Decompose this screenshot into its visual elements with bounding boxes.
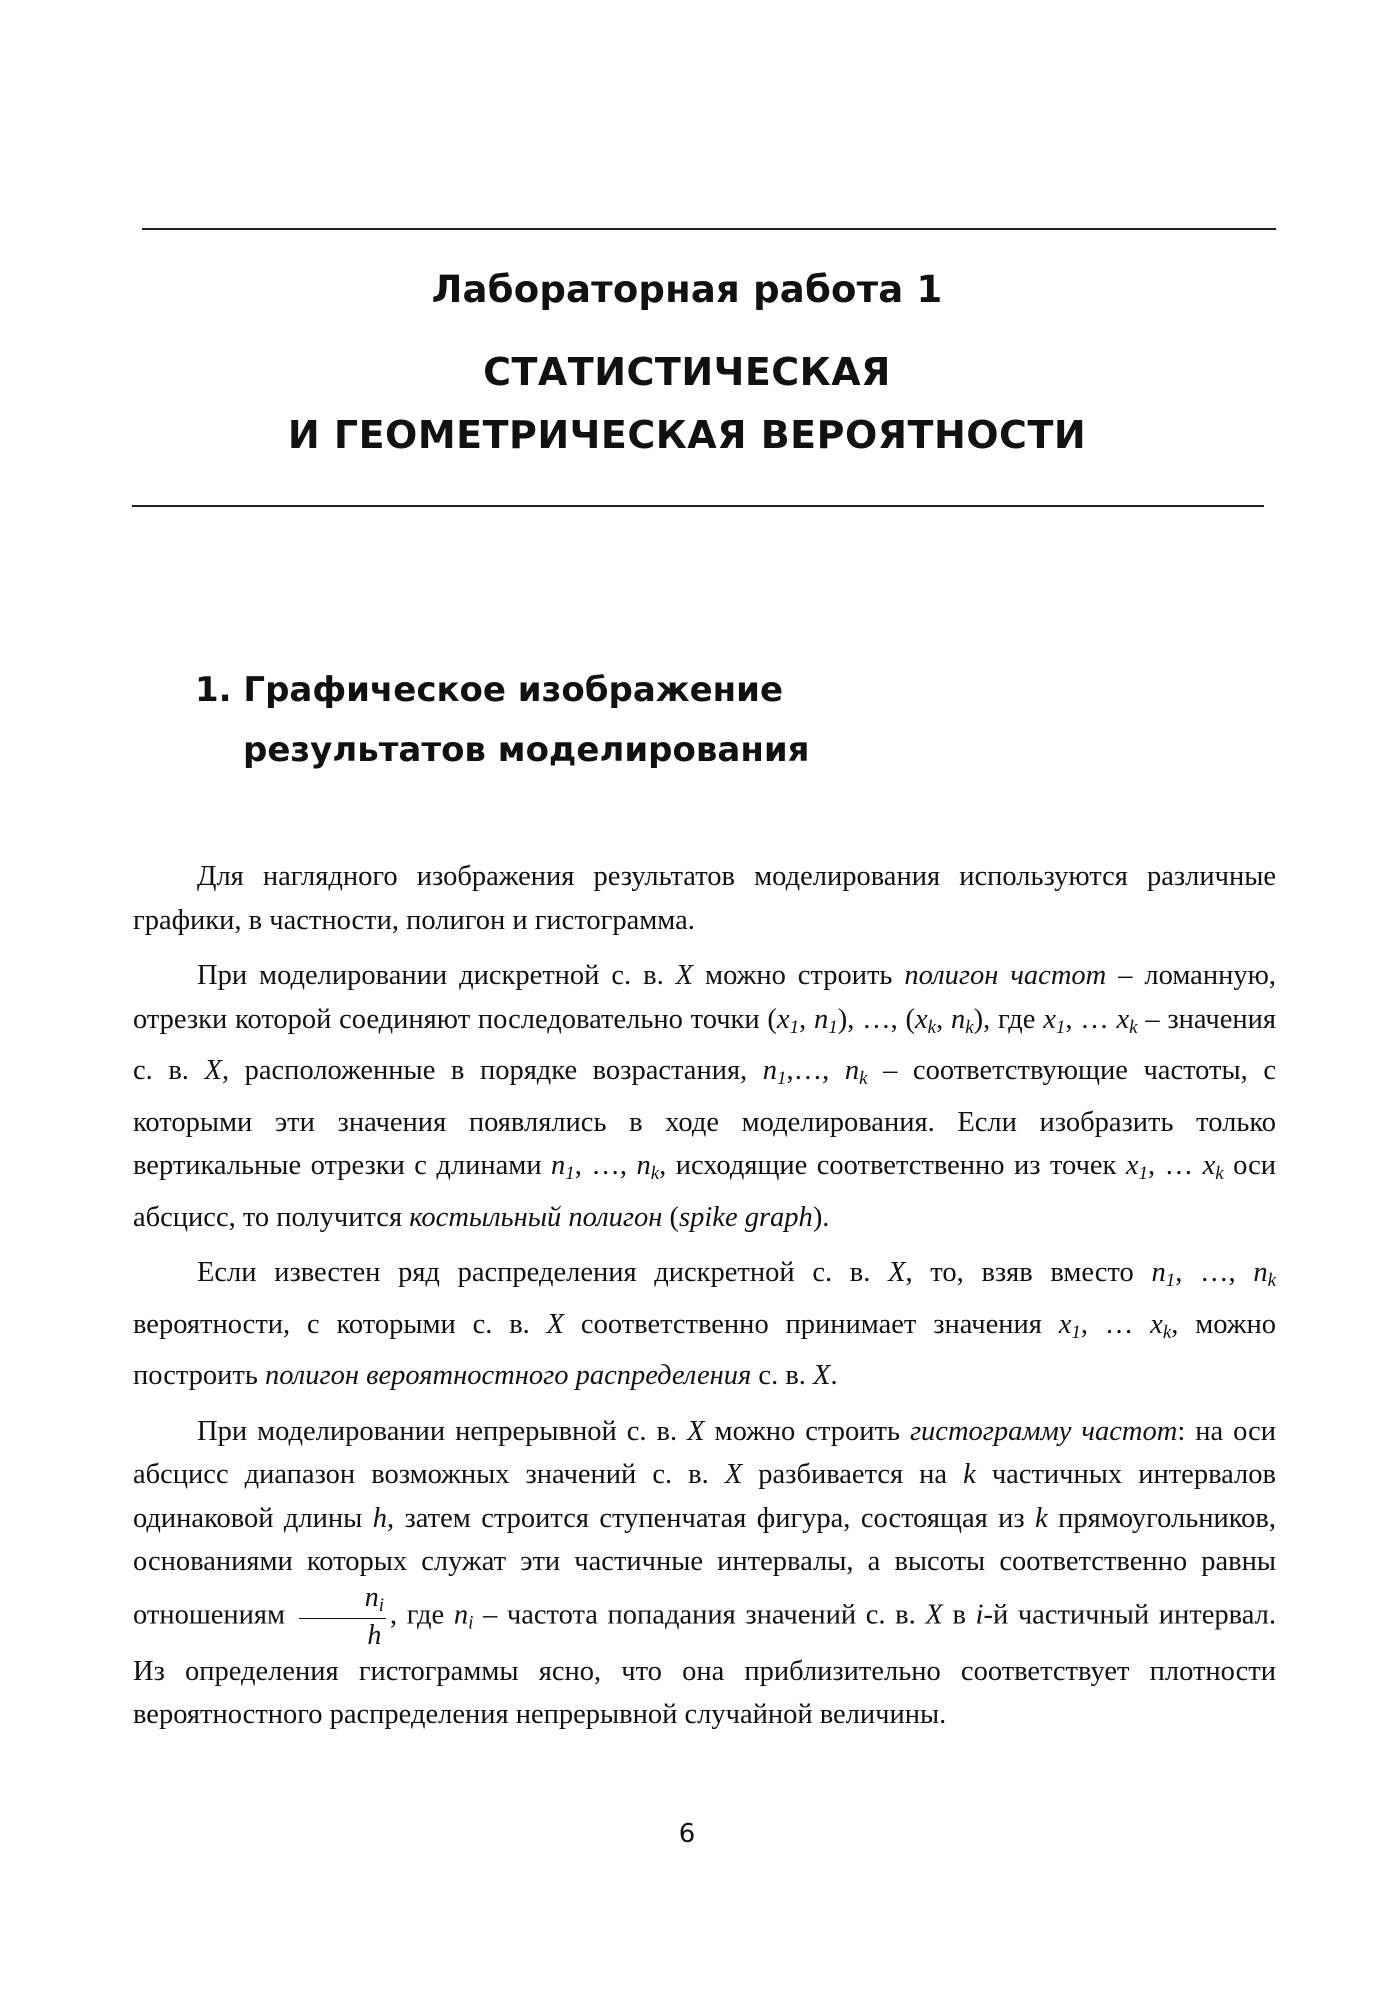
term-probability-polygon: полигон вероятностного распределения bbox=[265, 1360, 752, 1391]
term-spike-polygon: костыльный полигон bbox=[409, 1201, 663, 1233]
term-polygon-frequencies: полигон частот bbox=[904, 960, 1107, 991]
term-spike-graph: spike graph bbox=[679, 1201, 813, 1233]
body-text bbox=[133, 855, 1276, 1749]
section-title-line-2: результатов моделирования bbox=[243, 730, 810, 770]
term-histogram: гистограмму частот bbox=[909, 1415, 1178, 1447]
page-number: 6 bbox=[678, 1819, 696, 1849]
main-title-line-2: И ГЕОМЕТРИЧЕСКАЯ ВЕРОЯТНОСТИ bbox=[287, 413, 1087, 457]
lab-title: Лабораторная работа 1 bbox=[431, 268, 943, 311]
paragraph-1: Для наглядного изображения результатов моделирования используются различные графики, в частности, полигон и гистограмма. bbox=[133, 861, 1276, 936]
bottom-rule bbox=[132, 505, 1264, 507]
paragraph-3: Если известен ряд распределения дискретной с. в. X, то, взяв вместо $n_1$, …, $n_k$ вероятности, с которыми с. в. X соответственно принимает значения $x_1$, … $x_k$, можно построить полигон вероятностного распределения с. в. X. bbox=[133, 1257, 1277, 1391]
paragraph-2: При моделировании дискретной с. в. X можно строить полигон частот – ломанную, отрезки которой соединяют последовательно точки ($x_1$, $n_1$), …, ($x_k$, $n_k$), где $x_1$, … $x_k$ – значения с. в. X, расположенные в порядке возрастания, $n_1,\dots$, $n_k$ – соответствующие частоты, с которыми эти значения появлялись в ходе моделирования. Если изобразить только вертикальные отрезки с длинами $n_1$, …, $n_k$, исходящие соответственно из точек $x_1$, … $x_k$ оси абсцисс, то получится костыльный полигон (spike graph). bbox=[133, 960, 1277, 1233]
section-title-line-1: 1. Графическое изображение bbox=[195, 670, 784, 710]
fraction-ni-over-h: $\frac{n_i}{h}$ bbox=[299, 1584, 386, 1650]
paragraph-4: При моделировании непрерывной с. в. X можно строить гистограмму частот: на оси абсцисс диапазон возможных значений с. в. X разбивается на k частичных интервалов одинаковой длины h, затем строится ступенчатая фигура, состоящая из k прямоугольников, основаниями которых служат эти частичные интервалы, а высоты соответственно равны отношениям $\frac{n_i}{h}$ , где $n_i$ – частота попадания значений с. в. X в i-й частичный интервал. Из определения гистограммы ясно, что она приблизительно соответствует плотности вероятностного распределения непрерывной случайной величины. bbox=[133, 1415, 1276, 1730]
top-rule bbox=[142, 228, 1276, 230]
main-title-line-1: СТАТИСТИЧЕСКАЯ bbox=[483, 350, 891, 394]
